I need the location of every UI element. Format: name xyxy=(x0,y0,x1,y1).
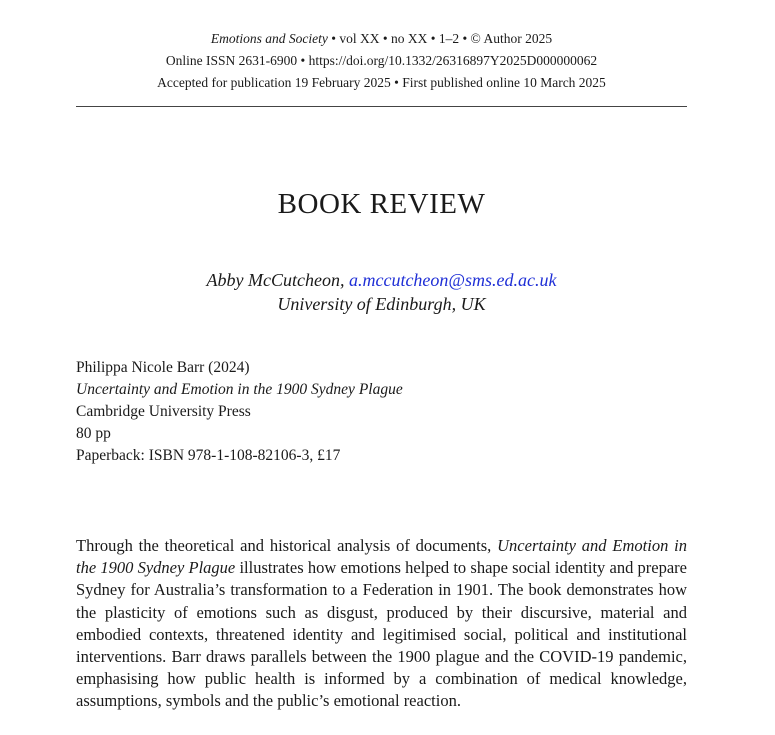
page-title: BOOK REVIEW xyxy=(277,188,486,220)
publication-dates: Accepted for publication 19 February 2025 • First published online 10 March 2025 xyxy=(157,75,606,90)
header-divider xyxy=(76,106,687,107)
body-intro: Through the theoretical and historical analysis of documents, xyxy=(76,536,498,555)
book-details xyxy=(76,357,687,467)
book-title: Uncertainty and Emotion in the 1900 Sydney Plague xyxy=(76,381,403,398)
journal-header xyxy=(76,28,687,94)
author-affiliation: University of Edinburgh, UK xyxy=(277,294,486,314)
book-pages: 80 pp xyxy=(76,425,111,442)
journal-name: Emotions and Society xyxy=(210,31,328,46)
journal-citation: • vol XX • no XX • 1–2 • © Author 2025 xyxy=(327,31,553,46)
book-author-year: Philippa Nicole Barr (2024) xyxy=(76,359,250,376)
review-body-paragraph xyxy=(76,535,687,713)
issn-doi-line: Online ISSN 2631-6900 • https://doi.org/10.1332/26316897Y2025D000000062 xyxy=(165,53,598,68)
body-book-title: Uncertainty and Emotion in the 1900 Sydney Plague xyxy=(76,536,687,578)
author-line xyxy=(76,268,687,292)
book-format-isbn-price: Paperback: ISBN 978-1-108-82106-3, £17 xyxy=(76,447,341,464)
author-name: Abby McCutcheon, xyxy=(206,270,345,290)
book-publisher: Cambridge University Press xyxy=(76,403,251,420)
journal-citation-line xyxy=(76,28,687,50)
author-email-link[interactable]: a.mccutcheon@sms.ed.ac.uk xyxy=(348,270,557,290)
author-block xyxy=(76,268,687,316)
body-rest: illustrates how emotions helped to shape social identity and prepare Sydney for Australia’s transformation to a Federation in 1901. The book demonstrates how the plasticity of emotions such as disgust, produced by their discursive, material and embodied contexts, threatened identity and legitimised social, political and institutional interventions. Barr draws parallels between the 1900 plague and the COVID-19 pandemic, emphasising how public health is informed by a combination of medical knowledge, assumptions, symbols and the public’s emotional reaction. xyxy=(76,558,687,711)
